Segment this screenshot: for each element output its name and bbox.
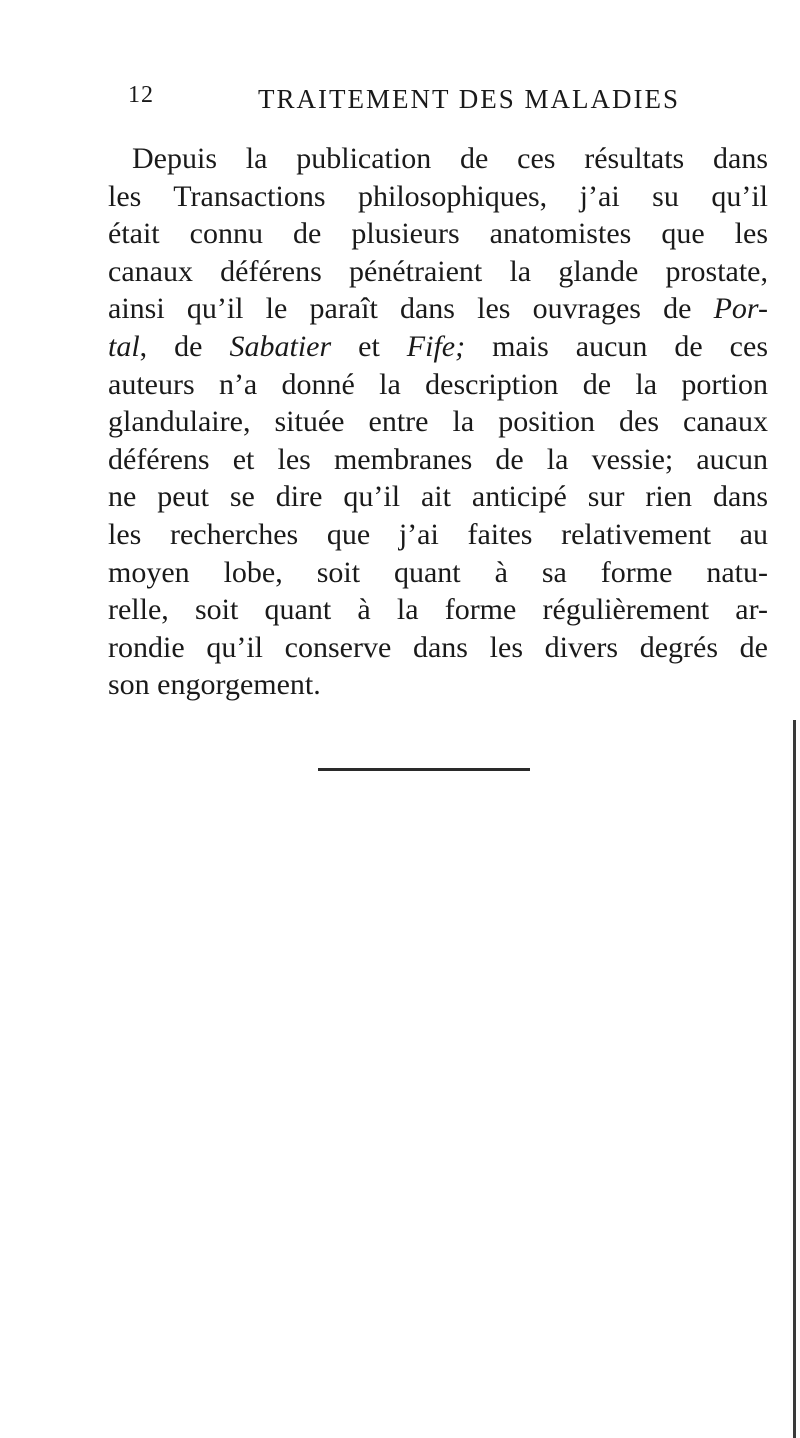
running-head: TRAITEMENT DES MALADIES <box>258 84 680 114</box>
text-line <box>108 253 768 291</box>
text-run: mais aucun de ces <box>465 329 768 363</box>
text-line <box>108 178 768 216</box>
text-run: ne peut se dire qu’il ait anticipé sur rien dans <box>108 480 768 514</box>
text-run: son engorgement. <box>108 668 321 702</box>
body-paragraph <box>108 140 768 704</box>
text-run: ainsi qu’il le paraît dans les ouvrages de <box>108 292 714 326</box>
text-run: moyen lobe, soit quant à sa forme natu- <box>108 555 768 589</box>
italic-text: tal <box>108 329 140 363</box>
text-line <box>108 554 768 592</box>
page-header <box>128 82 718 122</box>
text-line <box>108 666 768 704</box>
text-run: canaux déférens pénétraient la glande prostate, <box>108 254 768 288</box>
text-run: relle, soit quant à la forme régulièrement ar- <box>108 593 768 627</box>
page-edge <box>793 720 796 1438</box>
text-run: et <box>331 329 407 363</box>
section-divider <box>318 768 530 771</box>
text-line <box>108 629 768 667</box>
italic-text: Por- <box>713 292 768 326</box>
text-run: les Transactions philosophiques, j’ai su qu’il <box>108 179 768 213</box>
text-run: était connu de plusieurs anatomistes que les <box>108 217 768 251</box>
text-line <box>108 366 768 404</box>
text-run: déférens et les membranes de la vessie; aucun <box>108 442 768 476</box>
text-line <box>108 140 768 178</box>
italic-text: Sabatier <box>229 329 332 363</box>
text-line <box>108 215 768 253</box>
text-line <box>108 328 768 366</box>
text-run: glandulaire, située entre la position des canaux <box>108 405 768 439</box>
page-number: 12 <box>128 82 154 108</box>
text-line <box>108 441 768 479</box>
text-line <box>108 591 768 629</box>
text-run: rondie qu’il conserve dans les divers degrés de <box>108 630 768 664</box>
text-line <box>108 290 768 328</box>
italic-text: Fife; <box>406 329 466 363</box>
text-run: les recherches que j’ai faites relativement au <box>108 517 768 551</box>
text-line <box>108 516 768 554</box>
text-run: Depuis la publication de ces résultats dans <box>132 142 768 175</box>
text-run: , de <box>139 329 230 363</box>
text-run: auteurs n’a donné la description de la portion <box>108 367 768 401</box>
text-line <box>108 478 768 516</box>
text-line <box>108 403 768 441</box>
